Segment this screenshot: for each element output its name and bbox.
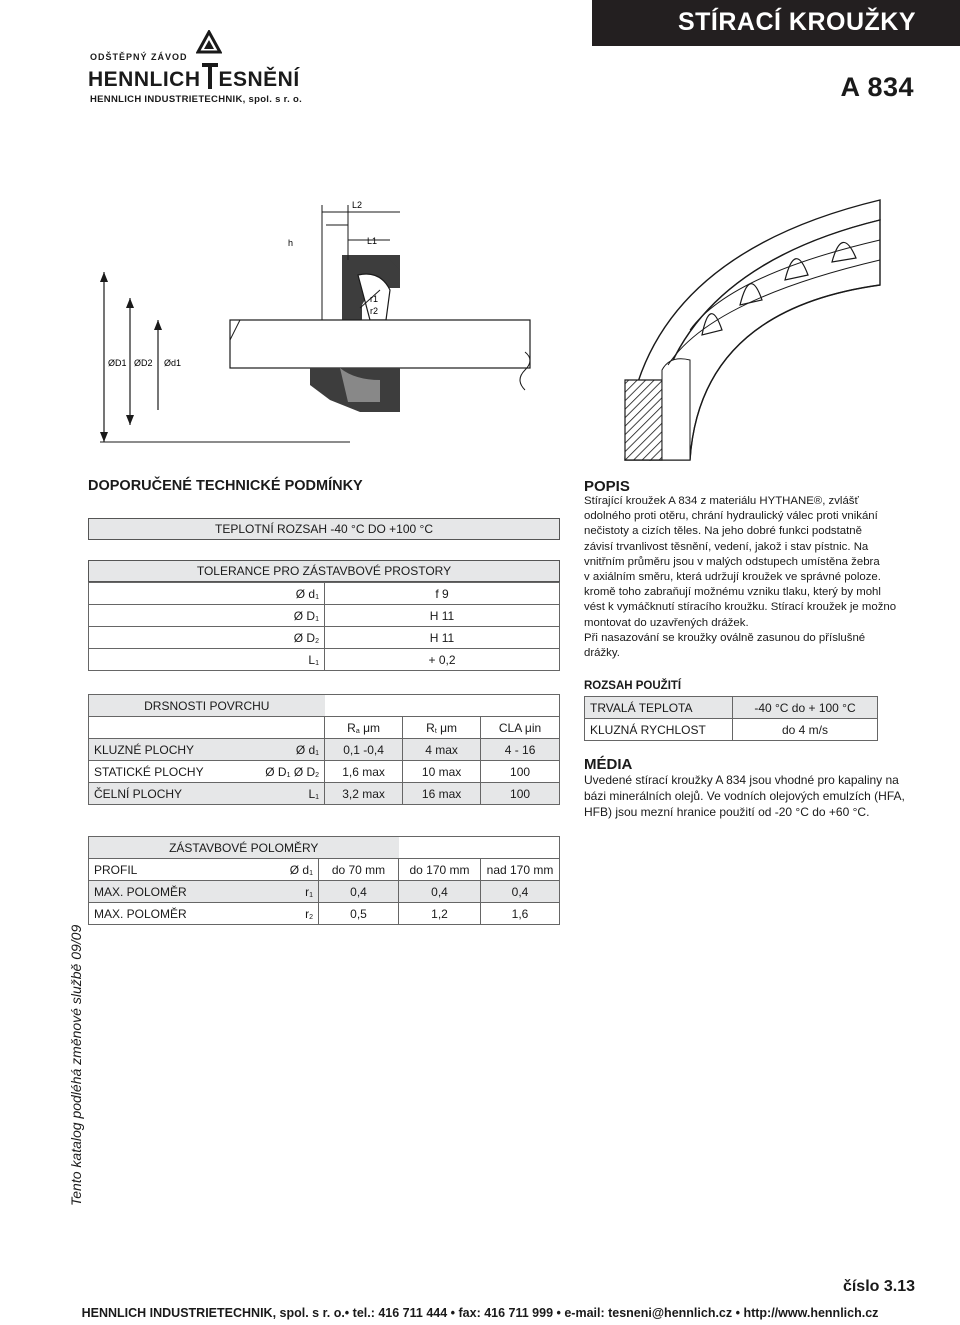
footer-contact: HENNLICH INDUSTRIETECHNIK, spol. s r. o.• tel.: 416 711 444 • fax: 416 711 999 • e-mail: tesneni@hennlich.cz • http://www.hennlich.cz bbox=[81, 1306, 879, 1320]
ra-value: 1,6 max bbox=[325, 761, 403, 783]
popis-line: kromě toho zabraňují možnému vzniku tlaku, který by mohl bbox=[584, 586, 881, 599]
popis-line: nečistoty a cizích těles. Na jeho dobré funkci podstatně bbox=[584, 525, 862, 538]
tolerance-symbol: Ø $D_1$ bbox=[89, 605, 325, 627]
popis-line: montovat do uzavřených drážek. bbox=[584, 616, 749, 629]
ra-value: 0,1 -0,4 bbox=[325, 739, 403, 761]
popis-line: drážky. bbox=[584, 647, 620, 660]
media-text bbox=[584, 773, 944, 820]
table-row bbox=[89, 837, 560, 859]
dim-label-h: h bbox=[288, 238, 294, 248]
media-line: bázi minerálních olejů. Ve vodních olejových emulzích (HFA, bbox=[584, 788, 905, 803]
dim-label-l1: L1 bbox=[367, 236, 378, 246]
radius-value: 0,4 bbox=[399, 881, 481, 903]
category-title: STÍRACÍ KROUŽKY bbox=[677, 8, 916, 36]
media-line: HFB) jsou mezní hranice použití od -20 °C do +60 °C. bbox=[584, 804, 870, 819]
dim-label-d1-outer: ØD1 bbox=[108, 358, 127, 368]
dim-label-l2: L2 bbox=[352, 200, 363, 210]
radii-table bbox=[88, 836, 560, 925]
conditions-title: DOPORUČENÉ TECHNICKÉ PODMÍNKY bbox=[88, 478, 363, 494]
tolerance-value: H 11 bbox=[325, 605, 560, 627]
table-row bbox=[89, 881, 560, 903]
table-row bbox=[89, 783, 560, 805]
popis-line: Stírající kroužek A 834 z materiálu HYTHANE®, zvlášť bbox=[584, 495, 859, 507]
usage-value: do 4 m/s bbox=[733, 719, 878, 741]
popis-line: vnitřním průměru jsou v malých odstupech umístěna žebra bbox=[584, 555, 880, 568]
page-number: číslo 3.13 bbox=[842, 1278, 915, 1295]
table-row bbox=[89, 717, 560, 739]
ra-value: 3,2 max bbox=[325, 783, 403, 805]
surface-symbol: Ø $D_1$ Ø $D_2$ bbox=[209, 761, 325, 783]
tolerance-symbol: Ø $d_1$ bbox=[89, 583, 325, 605]
cla-value: 100 bbox=[481, 761, 560, 783]
radius-symbol: $r_1$ bbox=[209, 881, 319, 903]
media-line: Uvedené stírací kroužky A 834 jsou vhodné pro kapaliny na bbox=[584, 773, 899, 787]
tolerance-title-box bbox=[88, 560, 560, 582]
table-row bbox=[89, 695, 560, 717]
temperature-range bbox=[88, 518, 560, 540]
popis-line: v axiálním směru, která udržují kroužek ve správné poloze. bbox=[584, 571, 881, 584]
logo-right-text: ESNĚNÍ bbox=[218, 68, 300, 91]
header-ra: $R_a$ μm bbox=[325, 717, 403, 739]
temperature-range-text: TEPLOTNÍ ROZSAH -40 °C DO +100 °C bbox=[215, 522, 433, 536]
surface-symbol: $L_1$ bbox=[209, 783, 325, 805]
usage-title: ROZSAH POUŽITÍ bbox=[584, 680, 682, 692]
profile-range-2: do 170 mm bbox=[399, 859, 481, 881]
popis-title: POPIS bbox=[584, 478, 630, 495]
radii-title: ZÁSTAVBOVÉ POLOMĚRY bbox=[89, 837, 399, 859]
profile-symbol: Ø $d_1$ bbox=[209, 859, 319, 881]
table-row bbox=[89, 903, 560, 925]
popis-line: vést k vymáčknutí stíracího kroužku. Stírací kroužek je možno bbox=[584, 601, 897, 614]
radius-value: 1,2 bbox=[399, 903, 481, 925]
table-row bbox=[89, 605, 560, 627]
logo-emblem-icon bbox=[196, 30, 222, 56]
usage-table bbox=[584, 696, 878, 741]
profile-label: PROFIL bbox=[89, 859, 209, 881]
rt-value: 10 max bbox=[403, 761, 481, 783]
radius-label: MAX. POLOMĚR bbox=[89, 881, 209, 903]
table-row bbox=[89, 859, 560, 881]
radius-value: 0,4 bbox=[481, 881, 560, 903]
dim-label-d2: ØD2 bbox=[134, 358, 153, 368]
tolerance-value: + 0,2 bbox=[325, 649, 560, 671]
logo-subtitle: HENNLICH INDUSTRIETECHNIK, spol. s r. o. bbox=[90, 94, 303, 105]
surface-symbol: Ø $d_1$ bbox=[209, 739, 325, 761]
table-row bbox=[89, 761, 560, 783]
surface-label: STATICKÉ PLOCHY bbox=[89, 761, 209, 783]
tolerance-value: f 9 bbox=[325, 583, 560, 605]
tolerance-title: TOLERANCE PRO ZÁSTAVBOVÉ PROSTORY bbox=[196, 564, 452, 578]
table-row bbox=[89, 627, 560, 649]
usage-label: TRVALÁ TEPLOTA bbox=[585, 697, 733, 719]
radius-value: 1,6 bbox=[481, 903, 560, 925]
tolerance-symbol: Ø $D_2$ bbox=[89, 627, 325, 649]
logo-small-text: ODŠTĚPNÝ ZÁVOD bbox=[90, 52, 188, 62]
technical-drawing bbox=[90, 180, 950, 465]
radius-value: 0,5 bbox=[319, 903, 399, 925]
radius-label: MAX. POLOMĚR bbox=[89, 903, 209, 925]
header-cla: CLA μin bbox=[481, 717, 560, 739]
header-rt: $R_t$ μm bbox=[403, 717, 481, 739]
surface-label: ČELNÍ PLOCHY bbox=[89, 783, 209, 805]
dim-label-d1-inner: Ød1 bbox=[164, 358, 182, 368]
rt-value: 16 max bbox=[403, 783, 481, 805]
table-row bbox=[585, 697, 878, 719]
dim-label-r1: r1 bbox=[370, 294, 379, 304]
surface-label: KLUZNÉ PLOCHY bbox=[89, 739, 209, 761]
table-row bbox=[89, 649, 560, 671]
roughness-title: DRSNOSTI POVRCHU bbox=[89, 695, 325, 717]
usage-value: -40 °C do + 100 °C bbox=[733, 697, 878, 719]
roughness-table bbox=[88, 694, 560, 805]
cla-value: 4 - 16 bbox=[481, 739, 560, 761]
profile-range-1: do 70 mm bbox=[319, 859, 399, 881]
dim-label-r2: r2 bbox=[370, 306, 379, 316]
tolerance-value: H 11 bbox=[325, 627, 560, 649]
cla-value: 100 bbox=[481, 783, 560, 805]
popis-line: závisí trvanlivost těsnění, vedení, jakož i stav pístnic. Na bbox=[584, 540, 869, 553]
table-row bbox=[89, 739, 560, 761]
logo-left-text: HENNLICH bbox=[88, 68, 201, 91]
company-logo bbox=[88, 60, 300, 92]
media-title: MÉDIA bbox=[584, 756, 633, 773]
profile-range-3: nad 170 mm bbox=[481, 859, 560, 881]
table-row bbox=[89, 583, 560, 605]
radius-value: 0,4 bbox=[319, 881, 399, 903]
tolerance-table bbox=[88, 582, 560, 671]
usage-label: KLUZNÁ RYCHLOST bbox=[585, 719, 733, 741]
model-number: A 834 bbox=[840, 72, 914, 102]
catalog-note: Tento katalog podléhá změnové službě 09/09 bbox=[68, 924, 84, 1206]
popis-line: Při nasazování se kroužky oválně zasunou do příslušné bbox=[584, 631, 866, 644]
radius-symbol: $r_2$ bbox=[209, 903, 319, 925]
logo-t-icon bbox=[202, 63, 218, 89]
rt-value: 4 max bbox=[403, 739, 481, 761]
popis-text bbox=[584, 494, 944, 661]
tolerance-symbol: $L_1$ bbox=[89, 649, 325, 671]
popis-line: odolného proti otěru, chrání hydraulický válec proti vnikání bbox=[584, 510, 878, 523]
table-row bbox=[585, 719, 878, 741]
